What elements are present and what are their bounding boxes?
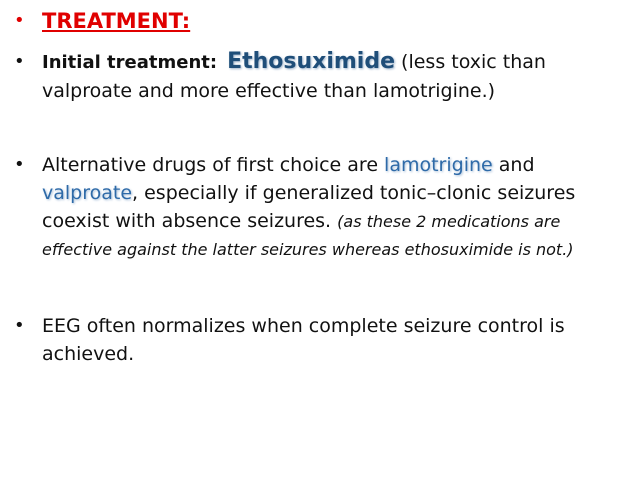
alternative-mid-text: and [492, 154, 535, 176]
initial-treatment-text: (less toxic than valproate and more effective than lamotrigine.) [42, 51, 546, 102]
bullet-dot-icon: • [14, 315, 25, 336]
bullet-eeg [14, 312, 624, 368]
ethosuximide-highlight: Ethosuximide [227, 49, 396, 74]
bullet-dot-icon: • [14, 51, 25, 72]
alternative-intro-text: Alternative drugs of first choice are [42, 154, 385, 176]
treatment-heading: TREATMENT: [42, 9, 191, 33]
lamotrigine-highlight: lamotrigine [384, 154, 493, 176]
bullet-treatment-heading [14, 7, 624, 36]
bullet-alternative-drugs [14, 151, 624, 263]
alternative-note: (as these 2 medications are effective against the latter seizures whereas ethosuximide is not.) [42, 212, 574, 259]
alternative-rest-text: , especially if generalized tonic–clonic seizures coexist with absence seizures. [42, 182, 576, 232]
eeg-text: EEG often normalizes when complete seizure control is achieved. [42, 315, 565, 365]
bullet-dot-icon: • [14, 154, 25, 175]
valproate-highlight: valproate [42, 182, 133, 204]
bullet-dot-icon: • [14, 10, 25, 31]
initial-treatment-label: Initial treatment: [42, 52, 218, 73]
bullet-initial-treatment [14, 48, 624, 105]
